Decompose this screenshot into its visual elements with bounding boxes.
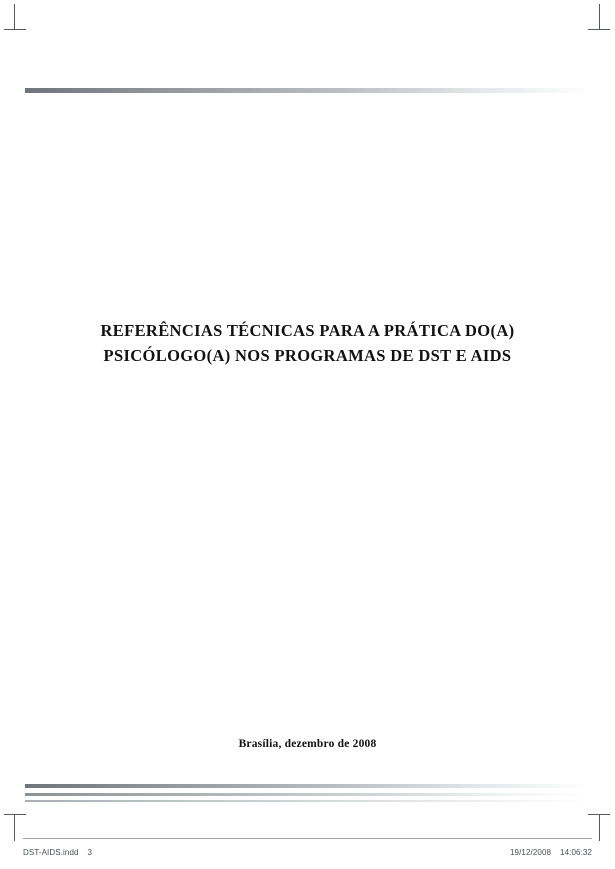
footer-slug — [23, 848, 592, 857]
footer-timestamp — [510, 848, 592, 857]
footer-page-number: 3 — [87, 848, 93, 857]
footer-time: 14:06:32 — [560, 848, 592, 857]
footer-file-name: DST-AIDS.indd — [23, 848, 79, 857]
page-title — [0, 318, 615, 368]
footer-gradient-rule-1 — [25, 784, 590, 788]
title-line-2: PSICÓLOGO(A) NOS PROGRAMAS DE DST E AIDS — [103, 346, 512, 365]
footer-date: 19/12/2008 — [510, 848, 552, 857]
imprint-line: Brasília, dezembro de 2008 — [238, 738, 377, 750]
crop-mark-top-left-vertical — [14, 4, 15, 30]
crop-mark-bottom-left-horizontal — [4, 814, 26, 815]
crop-mark-top-left-horizontal — [4, 29, 26, 30]
title-line-1: REFERÊNCIAS TÉCNICAS PARA A PRÁTICA DO(A) — [100, 321, 515, 340]
crop-mark-bottom-left-vertical — [14, 815, 15, 841]
footer-divider — [23, 838, 592, 839]
header-gradient-rule — [25, 88, 590, 93]
crop-mark-top-right-horizontal — [588, 29, 610, 30]
crop-mark-bottom-right-horizontal — [588, 814, 610, 815]
crop-mark-bottom-right-vertical — [599, 815, 600, 841]
footer-gradient-rule-2 — [25, 793, 590, 796]
footer-file-info — [23, 848, 92, 857]
crop-mark-top-right-vertical — [599, 4, 600, 30]
footer-gradient-rule-3 — [25, 800, 590, 802]
